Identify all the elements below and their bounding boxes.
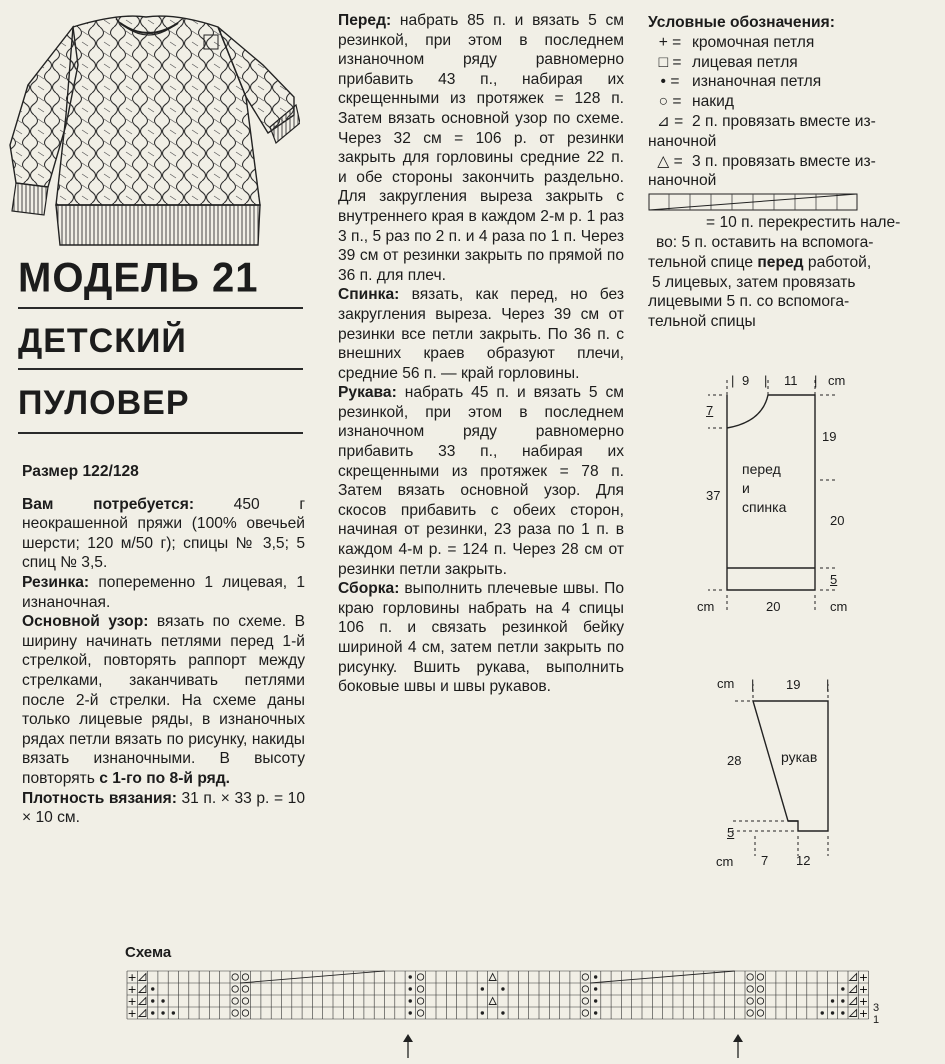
purl-stitch-icon [151, 999, 154, 1002]
paragraph-body: набрать 45 п. и вязать 5 см резинкой, при этом в последнем изнаночном ряду равномерно прибавить 33 п., набирая их скрещенными из протяжек = 78 п. Затем вязать основной узор. Для скосов прибавить с обеих сторон, начиная от резинки, 23 раза по 1 п. в каждом 4-м р. = 124 п. Через 28 см от резинки петли закрыть. [338, 384, 624, 578]
yarn-over-icon [242, 986, 248, 992]
dim-label: 7 [761, 853, 769, 868]
purl-two-together-icon: ⊿ = [656, 112, 684, 130]
legend-continuation: наночной [648, 172, 717, 190]
purl-three-together-icon [489, 998, 496, 1005]
cross-text: тельной спицы [648, 313, 756, 331]
title-divider [18, 368, 303, 370]
paragraph-body: 31 п. × 33 р. = 10 × 10 см. [22, 789, 305, 827]
yarn-over-icon [232, 974, 238, 980]
purl-stitch-icon [594, 1011, 597, 1014]
title-divider [18, 307, 303, 309]
dim-label: 19 [822, 429, 837, 444]
paragraph-assembly [338, 579, 624, 697]
edge-stitch-icon: + [858, 983, 869, 996]
sweater-illustration [8, 5, 300, 250]
dim-label: | [826, 677, 830, 692]
paragraph-gauge [22, 789, 305, 828]
yarn-over-icon [242, 1010, 248, 1016]
paragraph-materials [22, 495, 305, 573]
paragraph-heading: Вам потребуется: [22, 495, 195, 513]
title-line-2: ПУЛОВЕР [18, 384, 190, 422]
dim-label: 5 [727, 825, 735, 840]
purl-three-together-icon [489, 974, 496, 981]
yarn-over-icon [757, 998, 763, 1004]
cable-cross-icon [648, 193, 858, 211]
paragraph-bold-tail: с 1-го по 8-й ряд. [99, 769, 230, 787]
purl-stitch-icon [172, 1011, 175, 1014]
yarn-over-icon [232, 986, 238, 992]
paragraph-main-pattern [22, 612, 305, 788]
title-divider [18, 432, 303, 434]
legend-label: 2 п. провязать вместе из- [692, 112, 876, 130]
dim-unit: cm [717, 676, 735, 691]
edge-stitch-icon: + [127, 971, 137, 984]
yarn-over-icon [747, 1010, 753, 1016]
purl-two-together-icon [850, 1010, 857, 1017]
paragraph-heading: Рукава: [338, 384, 397, 402]
diagram-label: и [742, 480, 750, 496]
edge-stitch-icon: + [858, 971, 869, 984]
purl-stitch-icon [501, 987, 504, 990]
dim-label: | [731, 373, 735, 388]
knitting-chart [125, 965, 870, 1029]
yarn-over-icon [417, 986, 423, 992]
legend-item [648, 33, 940, 53]
cross-text-part: работой, [803, 253, 872, 271]
yarn-over-icon [242, 974, 248, 980]
purl-two-together-icon [139, 998, 146, 1005]
dim-label: | [814, 373, 818, 388]
dim-label: 20 [766, 599, 781, 614]
diagram-label: рукав [781, 749, 818, 765]
yarn-over-icon [417, 1010, 423, 1016]
paragraph-body: выполнить плечевые швы. По краю горловины набрать на 4 спицы 106 п. и связать резинкой бейку шириной 4 см, затем петли закрыть по рисунку. Вшить рукава, выполнить боковые швы и швы рукавов. [338, 580, 624, 696]
paragraph-rib [22, 573, 305, 612]
dim-unit: cm [697, 599, 715, 614]
diagram-label: спинка [742, 499, 787, 515]
paragraph-sleeves [338, 383, 624, 579]
legend-label: изнаночная петля [692, 73, 822, 91]
size-label: Размер 122/128 [22, 463, 139, 480]
yarn-over-icon [582, 998, 588, 1004]
purl-stitch-icon: • = [660, 73, 680, 91]
paragraph-heading: Основной узор: [22, 613, 149, 631]
purl-stitch-icon [841, 999, 844, 1002]
yarn-over-icon [232, 998, 238, 1004]
cross-text: = 10 п. перекрестить нале- [706, 214, 901, 232]
left-column-text [22, 462, 305, 828]
purl-stitch-icon [409, 975, 412, 978]
paragraph-body: вязать, как перед, но без закругления выреза. Через 39 см от резинки все петли закрыть. По 36 п. с внешних краев образуют плечи, средние 56 п. — край горловины. [338, 286, 624, 382]
title-line-1: ДЕТСКИЙ [18, 322, 187, 360]
purl-two-together-icon [850, 998, 857, 1005]
yarn-over-icon [757, 986, 763, 992]
purl-stitch-icon [161, 999, 164, 1002]
dim-label: 5 [830, 572, 838, 587]
knit-stitch-icon: □ = [658, 53, 682, 71]
yarn-over-icon [582, 986, 588, 992]
purl-stitch-icon [594, 999, 597, 1002]
middle-column-text [338, 11, 624, 697]
paragraph-heading: Перед: [338, 12, 392, 29]
paragraph-back [338, 285, 624, 383]
purl-stitch-icon [841, 1011, 844, 1014]
edge-stitch-icon: + [858, 1007, 869, 1020]
dim-unit: cm [716, 854, 734, 869]
legend-continuation: наночной [648, 132, 717, 150]
edge-stitch-icon: + [858, 995, 869, 1008]
yarn-over-icon [757, 974, 763, 980]
yarn-over-icon [747, 998, 753, 1004]
cross-text: 5 лицевых, затем провязать [652, 273, 856, 291]
dim-label: 20 [830, 513, 845, 528]
row-number: 1 [873, 1014, 880, 1026]
purl-stitch-icon [831, 1011, 834, 1014]
legend-label: 3 п. провязать вместе из- [692, 152, 876, 170]
purl-stitch-icon [841, 987, 844, 990]
cross-text [648, 253, 940, 273]
legend-label: накид [692, 93, 734, 111]
purl-stitch-icon [409, 1011, 412, 1014]
purl-stitch-icon [161, 1011, 164, 1014]
purl-stitch-icon [409, 987, 412, 990]
dim-label: 37 [706, 488, 721, 503]
legend-item [648, 152, 940, 172]
yarn-over-icon [417, 998, 423, 1004]
paragraph-body: набрать 85 п. и вязать 5 см резинкой, при этом в последнем изнаночном ряду равномерно прибавить 43 п., набирая их скрещенными из протяжек = 128 п. Затем вязать основной узор по схеме. Через 32 см = 106 р. от резинки закрыть для горловины средние 22 п. и обе стороны закончить раздельно. Для закругления выреза закрыть с внутреннего края в каждом 2-м р. 1 раз 3 п., 5 раз по 2 п. и 4 раза по 1 п. Через 39 см от резинки закрыть по прямой по 36 п. для плеч. [338, 12, 624, 284]
dim-label: 9 [742, 373, 750, 388]
purl-stitch-icon [821, 1011, 824, 1014]
purl-two-together-icon [850, 974, 857, 981]
dim-label: 19 [786, 677, 801, 692]
legend-item [648, 53, 940, 73]
yarn-over-icon [747, 974, 753, 980]
legend-item [648, 92, 940, 112]
purl-stitch-icon [481, 987, 484, 990]
edge-stitch-icon: + [127, 983, 137, 996]
paragraph-heading: Плотность вязания: [22, 789, 177, 807]
dim-label: 11 [784, 373, 798, 388]
purl-two-together-icon [139, 974, 146, 981]
edge-stitch-icon: + [127, 1007, 137, 1020]
paragraph-heading: Резинка: [22, 573, 90, 591]
paragraph-body: попеременно 1 лицевая, 1 изнаночная. [22, 573, 305, 611]
purl-two-together-icon [139, 986, 146, 993]
yarn-over-icon [242, 998, 248, 1004]
purl-stitch-icon [594, 987, 597, 990]
yarn-over-icon [582, 974, 588, 980]
cross-text-bold: перед [757, 253, 804, 271]
purl-three-together-icon: △ = [657, 152, 683, 170]
edge-stitch-icon: + = [658, 33, 682, 51]
paragraph-heading: Спинка: [338, 286, 400, 304]
yarn-over-icon: ○ = [658, 93, 682, 111]
dim-label: 7 [706, 403, 714, 418]
purl-stitch-icon [151, 987, 154, 990]
dim-label: | [764, 373, 768, 388]
purl-stitch-icon [151, 1011, 154, 1014]
dim-unit: cm [828, 373, 846, 388]
yarn-over-icon [582, 1010, 588, 1016]
edge-stitch-icon: + [127, 995, 137, 1008]
yarn-over-icon [757, 1010, 763, 1016]
dim-unit: cm [830, 599, 848, 614]
scheme-label: Схема [125, 944, 172, 961]
legend-item [648, 112, 940, 132]
legend-title: Условные обозначения: [648, 14, 835, 31]
paragraph-body: вязать по схеме. В ширину начинать петлями перед 1-й стрелкой, повторять раппорт между стрелками, заканчивать петлями после 2-й стрелки. На схеме даны только лицевые ряды, в изнаночных рядах петли вязать по рисунку, накиды вязать изнаночными. В высоту повторять [22, 613, 305, 787]
repeat-end-arrow-icon [730, 1032, 746, 1060]
yarn-over-icon [232, 1010, 238, 1016]
purl-stitch-icon [501, 1011, 504, 1014]
dim-label: | [751, 677, 755, 692]
yarn-over-icon [417, 974, 423, 980]
cross-text: во: 5 п. оставить на вспомога- [656, 233, 874, 251]
purl-stitch-icon [594, 975, 597, 978]
purl-stitch-icon [831, 999, 834, 1002]
legend-item [648, 72, 940, 92]
diagram-label: перед [742, 461, 781, 477]
cross-text: лицевыми 5 п. со вспомога- [648, 293, 850, 311]
purl-two-together-icon [139, 1010, 146, 1017]
purl-stitch-icon [409, 999, 412, 1002]
purl-stitch-icon [481, 1011, 484, 1014]
repeat-start-arrow-icon [400, 1032, 416, 1060]
model-title: МОДЕЛЬ 21 [18, 254, 259, 302]
dim-label: 12 [796, 853, 811, 868]
paragraph-body: 450 г неокрашенной пряжи (100% овечьей шерсти; 120 м/50 г); спицы № 3,5; 5 спиц № 3,5. [22, 495, 306, 572]
legend-label: кромочная петля [692, 33, 815, 51]
paragraph-heading: Сборка: [338, 580, 400, 598]
dim-label: 28 [727, 753, 742, 768]
row-number: 3 [873, 1002, 880, 1014]
yarn-over-icon [747, 986, 753, 992]
legend-label: лицевая петля [692, 53, 798, 71]
cross-text-part: тельной спице [648, 253, 758, 271]
paragraph-front [338, 11, 624, 285]
purl-two-together-icon [850, 986, 857, 993]
legend [648, 13, 940, 332]
